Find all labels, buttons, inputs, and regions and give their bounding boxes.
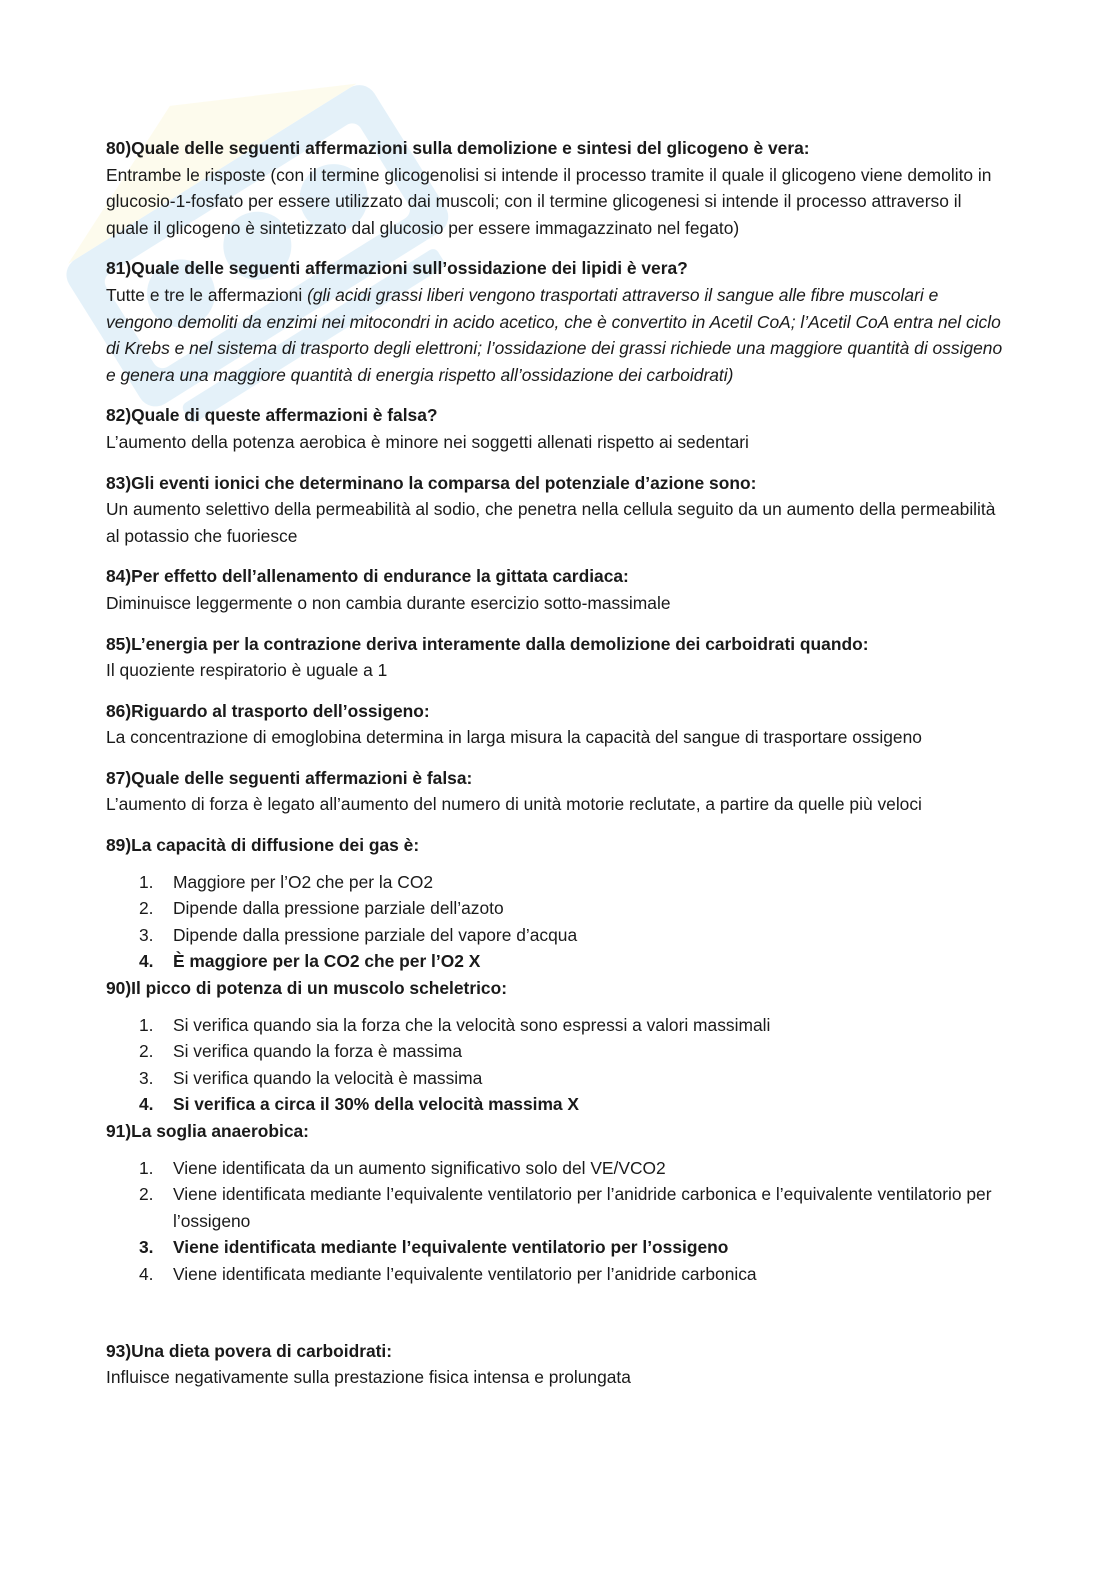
question-text: 91)La soglia anaerobica: xyxy=(106,1121,309,1141)
option-item xyxy=(139,869,1006,896)
answer-text: L’aumento di forza è legato all’aumento del numero di unità motorie reclutate, a partire da quelle più veloci xyxy=(106,794,922,815)
question-85 xyxy=(106,631,1006,684)
question-91 xyxy=(106,1118,1006,1288)
question-83 xyxy=(106,470,1006,550)
option-item xyxy=(139,1155,1006,1182)
question-text: 85)L’energia per la contrazione deriva interamente dalla demolizione dei carboidrati quando: xyxy=(106,633,869,654)
option-number: 4. xyxy=(139,1263,154,1284)
question-84 xyxy=(106,563,1006,616)
question-text: 82)Quale di queste affermazioni è falsa? xyxy=(106,405,438,426)
answer-text: Influisce negativamente sulla prestazione fisica intensa e prolungata xyxy=(106,1367,631,1388)
answer-text xyxy=(106,282,1006,388)
option-number: 4. xyxy=(139,951,154,972)
option-text: Dipende dalla pressione parziale del vapore d’acqua xyxy=(173,924,578,945)
option-item xyxy=(139,1181,1006,1234)
question-text: 86)Riguardo al trasporto dell’ossigeno: xyxy=(106,700,430,721)
answer-lead: Tutte e tre le affermazioni xyxy=(106,284,308,305)
question-81 xyxy=(106,255,1006,388)
question-text: 93)Una dieta povera di carboidrati: xyxy=(106,1340,393,1361)
question-90 xyxy=(106,975,1006,1118)
answer-text: Un aumento selettivo della permeabilità al sodio, che penetra nella cellula seguito da un aumento della permeabilità al potassio che fuoriesce xyxy=(106,499,996,546)
option-number: 2. xyxy=(139,898,154,919)
answer-italic: (gli acidi grassi liberi vengono trasportati attraverso il sangue alle fibre muscolari e vengono demoliti da enzimi nei mitocondri in acido acetico, che è convertito in Acetil CoA; l’Acetil CoA entra nel ciclo di Krebs e nel sistema di trasporto degli elettroni; l’ossidazione dei grassi richiede una maggiore quantità di ossigeno e genera una maggiore quantità di energia rispetto all’ossidazione dei carboidrati) xyxy=(106,284,1003,385)
document-body xyxy=(106,135,1006,1405)
option-text: Viene identificata mediante l’equivalente ventilatorio per l’anidride carbonica e l’equivalente ventilatorio per l’ossigeno xyxy=(173,1184,992,1231)
option-text: Si verifica quando sia la forza che la velocità sono espressi a valori massimali xyxy=(173,1014,771,1035)
option-item xyxy=(139,922,1006,949)
question-text: 90)Il picco di potenza di un muscolo scheletrico: xyxy=(106,978,508,999)
question-text: 89)La capacità di diffusione dei gas è: xyxy=(106,835,420,856)
option-text: Si verifica quando la forza è massima xyxy=(173,1041,463,1062)
question-87 xyxy=(106,765,1006,818)
option-item-correct xyxy=(139,948,1006,975)
question-86 xyxy=(106,698,1006,751)
question-89 xyxy=(106,832,1006,975)
options-list xyxy=(106,1012,1006,1118)
option-text: Dipende dalla pressione parziale dell’azoto xyxy=(173,898,504,919)
question-text: 80)Quale delle seguenti affermazioni sulla demolizione e sintesi del glicogeno è vera: xyxy=(106,138,810,158)
option-text: Viene identificata mediante l’equivalente ventilatorio per l’ossigeno xyxy=(173,1237,729,1258)
option-number: 3. xyxy=(139,1237,154,1258)
question-93 xyxy=(106,1338,1006,1391)
answer-text: La concentrazione di emoglobina determina in larga misura la capacità del sangue di trasportare ossigeno xyxy=(106,727,922,748)
question-text: 83)Gli eventi ionici che determinano la comparsa del potenziale d’azione sono: xyxy=(106,472,757,493)
option-item xyxy=(139,1038,1006,1065)
options-list xyxy=(106,869,1006,975)
option-item-correct xyxy=(139,1234,1006,1261)
option-number: 3. xyxy=(139,1067,154,1088)
option-text: È maggiore per la CO2 che per l’O2 X xyxy=(173,951,481,972)
option-number: 1. xyxy=(139,1157,154,1178)
option-text: Si verifica a circa il 30% della velocità massima X xyxy=(173,1094,580,1115)
answer-text: Entrambe le risposte (con il termine glicogenolisi si intende il processo tramite il quale il glicogeno viene demolito in glucosio-1-fosfato per essere utilizzato dai muscoli; con il termine glicogenesi si intende il processo attraverso il quale il glicogeno è sintetizzato dal glucosio per essere immagazzinato nel fegato) xyxy=(106,164,992,238)
answer-text: Diminuisce leggermente o non cambia durante esercizio sotto-massimale xyxy=(106,592,671,613)
option-item-correct xyxy=(139,1091,1006,1118)
option-number: 1. xyxy=(139,871,154,892)
option-item xyxy=(139,1012,1006,1039)
option-text: Maggiore per l’O2 che per la CO2 xyxy=(173,871,434,892)
option-number: 1. xyxy=(139,1014,154,1035)
question-text: 87)Quale delle seguenti affermazioni è falsa: xyxy=(106,767,473,788)
options-list xyxy=(106,1155,1006,1288)
option-number: 2. xyxy=(139,1041,154,1062)
spacer xyxy=(106,1302,1006,1338)
answer-text: Il quoziente respiratorio è uguale a 1 xyxy=(106,660,388,681)
question-82 xyxy=(106,402,1006,455)
option-number: 3. xyxy=(139,924,154,945)
option-text: Viene identificata da un aumento significativo solo del VE/VCO2 xyxy=(173,1157,666,1178)
question-text: 84)Per effetto dell’allenamento di endurance la gittata cardiaca: xyxy=(106,566,629,587)
option-text: Viene identificata mediante l’equivalente ventilatorio per l’anidride carbonica xyxy=(173,1263,757,1284)
option-number: 4. xyxy=(139,1094,154,1115)
option-number: 2. xyxy=(139,1184,154,1205)
option-text: Si verifica quando la velocità è massima xyxy=(173,1067,483,1088)
answer-text: L’aumento della potenza aerobica è minore nei soggetti allenati rispetto ai sedentari xyxy=(106,431,749,452)
option-item xyxy=(139,895,1006,922)
question-text: 81)Quale delle seguenti affermazioni sull’ossidazione dei lipidi è vera? xyxy=(106,258,688,279)
option-item xyxy=(139,1261,1006,1288)
question-80 xyxy=(106,135,1006,241)
option-item xyxy=(139,1065,1006,1092)
